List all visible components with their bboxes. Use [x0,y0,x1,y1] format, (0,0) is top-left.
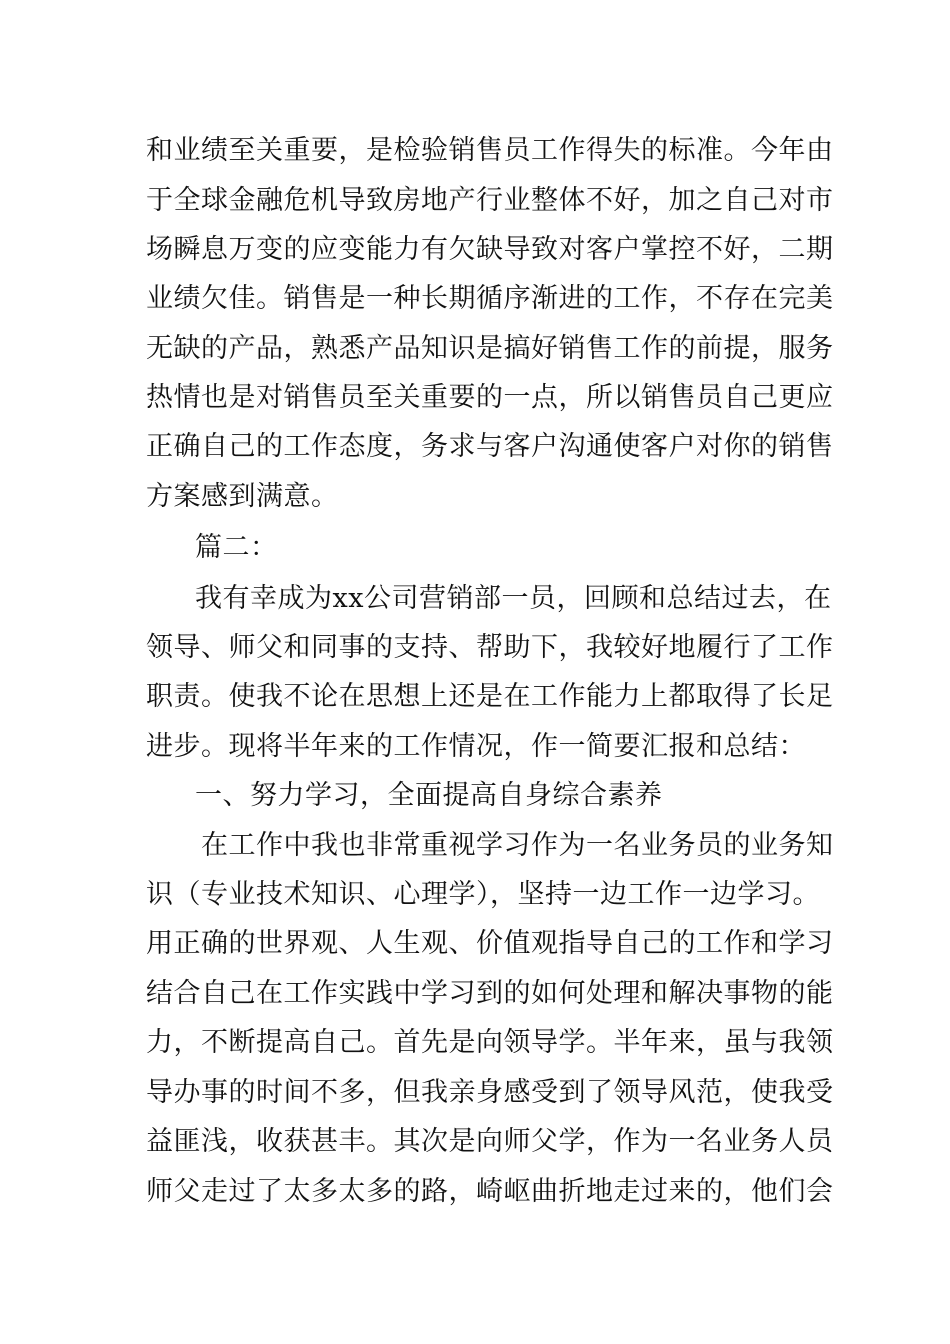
paragraph-line: 师父走过了太多太多的路，崎岖曲折地走过来的，他们会 [146,1176,834,1207]
subsection-heading: 一、努力学习，全面提高自身综合素养 [195,780,663,811]
paragraph-line: 进步。现将半年来的工作情况，作一简要汇报和总结： [146,731,806,762]
paragraph-line: 用正确的世界观、人生观、价值观指导自己的工作和学习 [146,928,834,959]
paragraph-line: 职责。使我不论在思想上还是在工作能力上都取得了长足 [146,681,834,712]
paragraph-line: 无缺的产品，熟悉产品知识是搞好销售工作的前提，服务 [146,333,834,364]
paragraph-line: 在工作中我也非常重视学习作为一名业务员的业务知 [201,830,834,861]
paragraph-line: 于全球金融危机导致房地产行业整体不好，加之自己对市 [146,185,834,216]
paragraph-line: 识（专业技术知识、心理学），坚持一边工作一边学习。 [146,879,820,910]
paragraph-line: 场瞬息万变的应变能力有欠缺导致对客户掌控不好，二期 [146,234,834,265]
paragraph-line: 领导、师父和同事的支持、帮助下，我较好地履行了工作 [146,632,834,663]
paragraph-line: 热情也是对销售员至关重要的一点，所以销售员自己更应 [146,382,834,413]
paragraph-line: 益匪浅，收获甚丰。其次是向师父学，作为一名业务人员 [146,1126,834,1157]
paragraph-line: 导办事的时间不多，但我亲身感受到了领导风范，使我受 [146,1077,834,1108]
paragraph-line: 力，不断提高自己。首先是向领导学。半年来，虽与我领 [146,1027,834,1058]
section-heading: 篇二： [195,532,278,563]
paragraph-line: 业绩欠佳。销售是一种长期循序渐进的工作，不存在完美 [146,283,834,314]
paragraph-line: 我有幸成为xx公司营销部一员，回顾和总结过去，在 [195,583,832,614]
paragraph-line: 方案感到满意。 [146,481,339,512]
paragraph-line: 正确自己的工作态度，务求与客户沟通使客户对你的销售 [146,431,834,462]
paragraph-line: 和业绩至关重要，是检验销售员工作得失的标准。今年由 [146,135,834,166]
paragraph-line: 结合自己在工作实践中学习到的如何处理和解决事物的能 [146,978,834,1009]
